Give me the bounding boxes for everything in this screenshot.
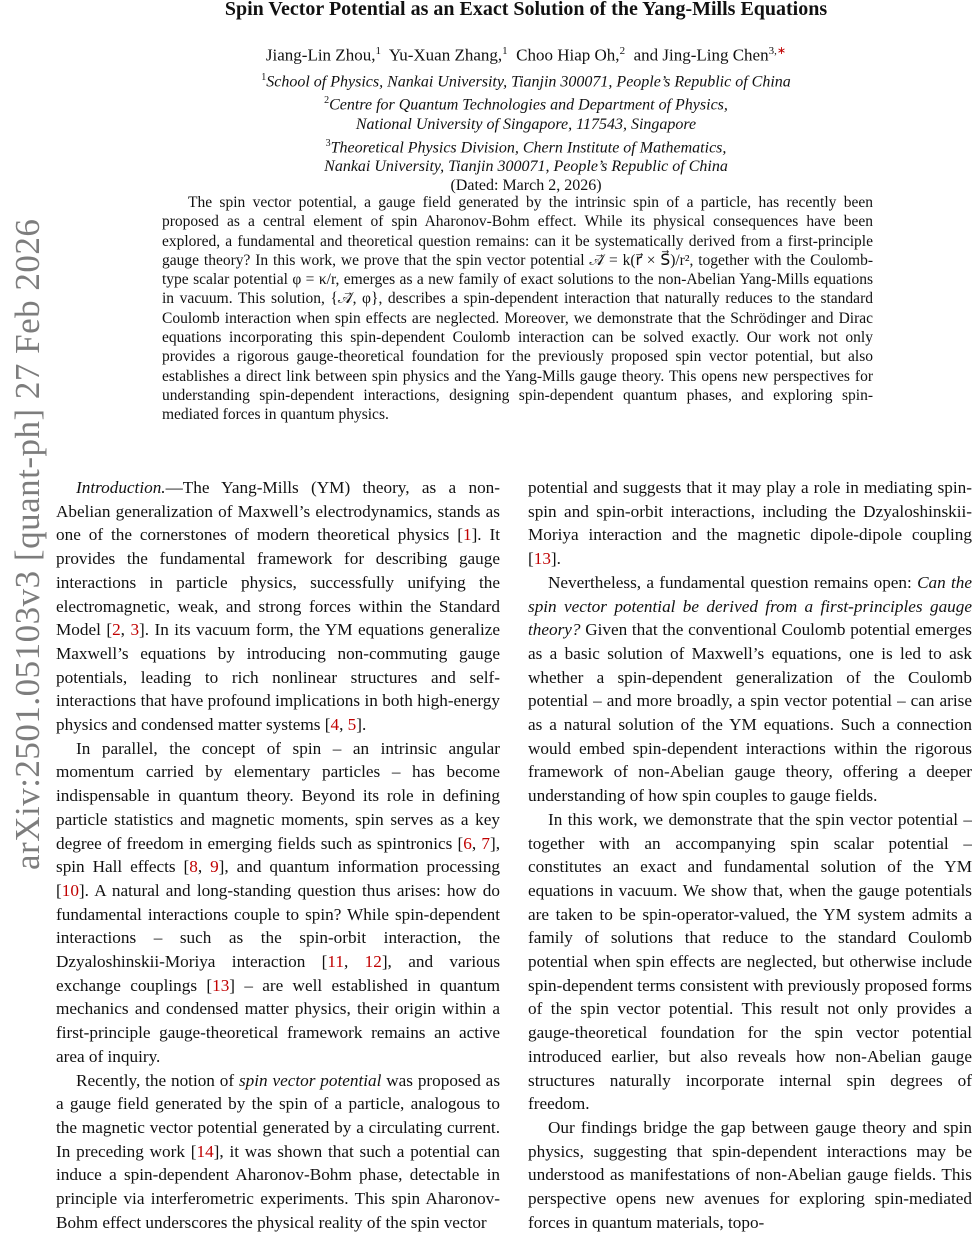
left-column [56, 476, 500, 1235]
affiliation-line [80, 115, 972, 134]
author-affil-mark: 3, [768, 45, 777, 57]
abstract [162, 193, 873, 425]
affiliation-line [80, 68, 972, 91]
author-name: Yu-Xuan Zhang, [388, 45, 503, 65]
affiliation-line [80, 91, 972, 114]
citation-link[interactable]: 7 [481, 833, 490, 853]
author-affil-mark: 1 [375, 45, 381, 57]
affiliation-line [80, 157, 972, 176]
citation-link[interactable]: 9 [210, 857, 219, 877]
citation-link[interactable]: 10 [61, 880, 79, 900]
citation-link[interactable]: 14 [196, 1141, 214, 1161]
author-name: Choo Hiap Oh, [516, 45, 620, 65]
citation-link[interactable]: 4 [330, 715, 340, 735]
abstract-text: , emerges as a new family of exact solutions to the non-Abelian Yang-Mills equations in vacuum. This solution, [162, 271, 873, 308]
section-label-introduction: Introduction. [76, 478, 166, 497]
author-name: Jiang-Lin Zhou, [265, 45, 376, 65]
affiliation-mark: 3 [325, 137, 331, 149]
author-affil-mark: 1 [502, 45, 508, 57]
affiliation-mark: 2 [324, 95, 330, 107]
abstract-text: , describes a spin-dependent interaction that naturally reduces to the standard Coulomb interaction when spin effects are neglected. Moreover, we demonstrate that the Schrödinger and Dirac equations incorporating this spin-dependent Coulomb interaction can be solved exactly. Our work not only provides a rigorous gauge-theoretical foundation for the previously proposed spin vector potential, but also establishes a direct link between spin physics and the Yang-Mills gauge theory. This opens new perspectives for understanding spin-dependent interactions, designing spin-dependent quantum phases, and exploring spin-mediated forces in quantum physics. [162, 290, 873, 424]
paragraph-introduction: Introduction.—The Yang-Mills (YM) theory, as a non-Abelian generalization of Maxwell’s electrodynamics, stands as one of the cornerstones of modern theoretical physics [1]. It provides the fundamental framework for describing gauge interactions in particle physics, successfully unifying the electromagnetic, weak, and strong forces within the Standard Model [2, 3]. In its vacuum form, the YM equations generalize Maxwell’s equations by introducing non-commuting gauge potentials, leading to rich nonlinear structures and self-interactions that have profound implications in both high-energy physics and condensed matter systems [4, 5]. [56, 478, 500, 735]
abstract-text: The spin vector potential, a gauge field generated by the intrinsic spin of a particle, has recently been proposed as a central element of spin Aharonov-Bohm effect. While its physical consequences have been explored, a fundamental and theoretical question remains: can it be systematically derived from a first-principle gauge theory? In this work, we prove that the spin vector potential [162, 194, 873, 269]
arxiv-sidebar-stamp: arXiv:2501.05103v3 [quant-ph] 27 Feb 2026 [8, 218, 47, 870]
paragraph-findings: Our findings bridge the gap between gauge theory and spin physics, suggesting that spin-dependent interactions may be understood as manifestations of non-Abelian gauge fields. This perspective opens new avenues for exploring spin-mediated forces in quantum materials, topo- [528, 1117, 972, 1232]
formula-spin-vector-potential: 𝒜⃗ = k(r⃗ × S⃗)/r² [589, 251, 690, 269]
citation-link[interactable]: 11 [327, 952, 344, 972]
author-affil-mark: 2 [619, 45, 626, 57]
paragraph-spin-vector-potential: Recently, the notion of spin vector potential was proposed as a gauge field generated by the spin of a particle, analogous to the magnetic vector potential generated by a circulating current. In preceding work [14], it was shown that such a potential can induce a spin-dependent Aharonov-Bohm phase, detectable in principle via interferometric experiments. This spin Aharonov-Bohm effect underscores the physical reality of the spin vector [56, 1070, 501, 1232]
affiliation-text: Theoretical Physics Division, Chern Institute of Mathematics, [330, 138, 727, 156]
corresponding-author-link[interactable]: ∗ [776, 45, 787, 57]
formula-solution-set: {𝒜⃗, φ} [330, 290, 379, 308]
author-list [80, 40, 972, 67]
citation-link[interactable]: 13 [212, 975, 230, 995]
dated-line: (Dated: March 2, 2026) [450, 176, 602, 194]
citation-link[interactable]: 13 [533, 549, 551, 569]
citation-link[interactable]: 5 [347, 715, 357, 735]
affiliation-text: School of Physics, Nankai University, Tianjin 300071, People’s Republic of China [266, 73, 791, 91]
formula-scalar-potential: φ = κ/r [292, 271, 336, 289]
affiliations [80, 68, 972, 195]
affiliation-mark: 1 [261, 72, 267, 83]
citation-link[interactable]: 3 [130, 620, 140, 640]
citation-link[interactable]: 12 [364, 952, 382, 972]
author-name: and Jing-Ling Chen [633, 45, 769, 65]
paragraph-continuation: potential and suggests that it may play a role in mediating spin-spin and spin-orbit interactions, including the Dzyaloshinskii-Moriya interaction and the magnetic dipole-dipole coupling [13]. [528, 478, 972, 569]
paragraph-spin: In parallel, the concept of spin – an intrinsic angular momentum carried by elementary particles – has become indispensable in quantum theory. Beyond its role in defining particle statistics and magnetic moments, spin serves as a key degree of freedom in emerging fields such as spintronics [6, 7], spin Hall effects [8, 9], and quantum information processing [10]. A natural and long-standing question thus arises: how do fundamental interactions couple to spin? While spin-dependent interactions – such as the spin-orbit interaction, the Dzyaloshinskii-Moriya interaction [11, 12], and various exchange couplings [13] – are well established in quantum mechanics and condensed matter physics, their origin within a first-principle gauge-theoretical framework remains an active area of inquiry. [56, 738, 501, 1066]
affiliation-text: Centre for Quantum Technologies and Department of Physics, [329, 96, 728, 114]
paragraph-question: Nevertheless, a fundamental question remains open: Can the spin vector potential be derived from a first-principles gauge theory? Given that the conventional Coulomb potential emerges as a basic solution of Maxwell’s equations, one is led to ask whether a spin-dependent generalization of the Coulomb potential – and more broadly, a spin vector potential – can arise as a natural solution of the YM equations. Such a connection would embed spin-dependent interactions within the rigorous framework of non-Abelian gauge theory, offering a deeper understanding of how spin couples to gauge fields. [528, 572, 972, 806]
affiliation-text: Nankai University, Tianjin 300071, People’s Republic of China [324, 157, 728, 175]
paper-title: Spin Vector Potential as an Exact Solution of the Yang-Mills Equations [224, 0, 828, 20]
citation-link[interactable]: 8 [189, 857, 198, 877]
citation-link[interactable]: 6 [463, 833, 472, 853]
right-column [528, 476, 972, 1235]
citation-link[interactable]: 1 [462, 525, 472, 545]
abstract-text: , together with the Coulomb-type scalar potential [162, 251, 873, 289]
affiliation-line [80, 134, 972, 157]
paragraph-this-work: In this work, we demonstrate that the spin vector potential – together with an accompanying spin scalar potential – constitutes an exact and fundamental solution of the YM equations in vacuum. We show that, when the gauge potentials are taken to be spin-operator-valued, the YM system admits a family of solutions that reduce to the standard Coulomb potential when spin effects are neglected, but otherwise include spin-dependent terms consistent with previously proposed forms of the spin vector potential. This result not only provides a gauge-theoretical foundation for the spin vector potential introduced earlier, but also reveals how non-Abelian gauge structures naturally incorporate internal spin degrees of freedom. [528, 809, 972, 1114]
affiliation-text: National University of Singapore, 117543, Singapore [355, 115, 697, 133]
citation-link[interactable]: 2 [112, 620, 121, 640]
